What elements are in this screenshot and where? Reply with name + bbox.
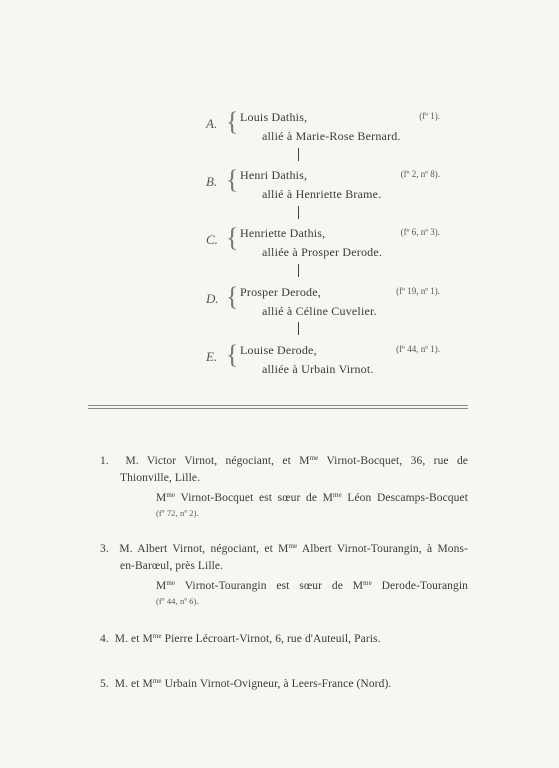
entry-line: 3. M. Albert Virnot, négociant, et $M^{me}$ Albert Virnot-Tourangin, à Mons- bbox=[100, 542, 469, 555]
brace: { bbox=[226, 340, 239, 369]
person-name: Louise Derode, bbox=[240, 343, 317, 357]
section-divider bbox=[88, 405, 468, 406]
folio-reference: (fº 19, nº 1). bbox=[396, 286, 440, 296]
person-name: Henriette Dathis, bbox=[240, 226, 326, 240]
generation-letter: C. bbox=[206, 232, 218, 247]
generation-letter: A. bbox=[206, 116, 218, 131]
generation-c bbox=[0, 223, 559, 270]
folio-reference: (fº 44, nº 6). bbox=[156, 596, 199, 606]
folio-reference: (fº 44, nº 1). bbox=[396, 344, 440, 354]
spouse-line: allié à Céline Cuvelier. bbox=[262, 304, 377, 318]
generation-letter: E. bbox=[206, 349, 218, 364]
connector-line bbox=[298, 148, 299, 161]
spouse-line: allié à Marie-Rose Bernard. bbox=[262, 129, 401, 143]
connector-line bbox=[298, 264, 299, 277]
entry-line: en-Barœul, près Lille. bbox=[120, 560, 224, 572]
connector-line bbox=[298, 322, 299, 335]
entry-line: Thionville, Lille. bbox=[120, 472, 201, 484]
folio-reference: (fº 6, nº 3). bbox=[400, 227, 440, 237]
spouse-line: allié à Henriette Brame. bbox=[262, 187, 382, 201]
person-name: Prosper Derode, bbox=[240, 285, 321, 299]
spouse-line: alliée à Prosper Derode. bbox=[262, 245, 383, 259]
brace: { bbox=[226, 282, 239, 311]
folio-reference: (fº 2, nº 8). bbox=[400, 169, 440, 179]
generation-d bbox=[0, 282, 559, 329]
generation-e bbox=[0, 340, 559, 387]
brace: { bbox=[226, 107, 239, 136]
spouse-line: alliée à Urbain Virnot. bbox=[262, 362, 374, 376]
person-name: Louis Dathis, bbox=[240, 110, 308, 124]
entry-line: 1. M. Victor Virnot, négociant, et $M^{me}$ Virnot-Bocquet, 36, rue de bbox=[100, 454, 468, 467]
entry-4: 4. M. et $M^{me}$ Pierre Lécroart-Virnot, 6, rue d'Auteuil, Paris. bbox=[100, 632, 381, 645]
generation-letter: B. bbox=[206, 174, 218, 189]
connector-line bbox=[298, 206, 299, 219]
folio-reference: (fº 72, nº 2). bbox=[156, 508, 199, 518]
generation-letter: D. bbox=[206, 291, 219, 306]
generation-b bbox=[0, 165, 559, 212]
entry-note: $M^{me}$ Virnot-Tourangin est sœur de $M^{me}$ Derode-Tourangin bbox=[156, 579, 468, 592]
section-divider bbox=[88, 408, 468, 409]
folio-reference: (fº 1). bbox=[419, 111, 440, 121]
person-name: Henri Dathis, bbox=[240, 168, 308, 182]
entry-3 bbox=[100, 538, 468, 608]
brace: { bbox=[226, 165, 239, 194]
generation-a bbox=[0, 107, 559, 154]
entry-1 bbox=[100, 450, 468, 520]
entry-5: 5. M. et $M^{me}$ Urbain Virnot-Ovigneur, à Leers-France (Nord). bbox=[100, 677, 392, 690]
brace: { bbox=[226, 223, 239, 252]
entry-note: $M^{me}$ Virnot-Bocquet est sœur de $M^{me}$ Léon Descamps-Bocquet bbox=[156, 491, 468, 504]
